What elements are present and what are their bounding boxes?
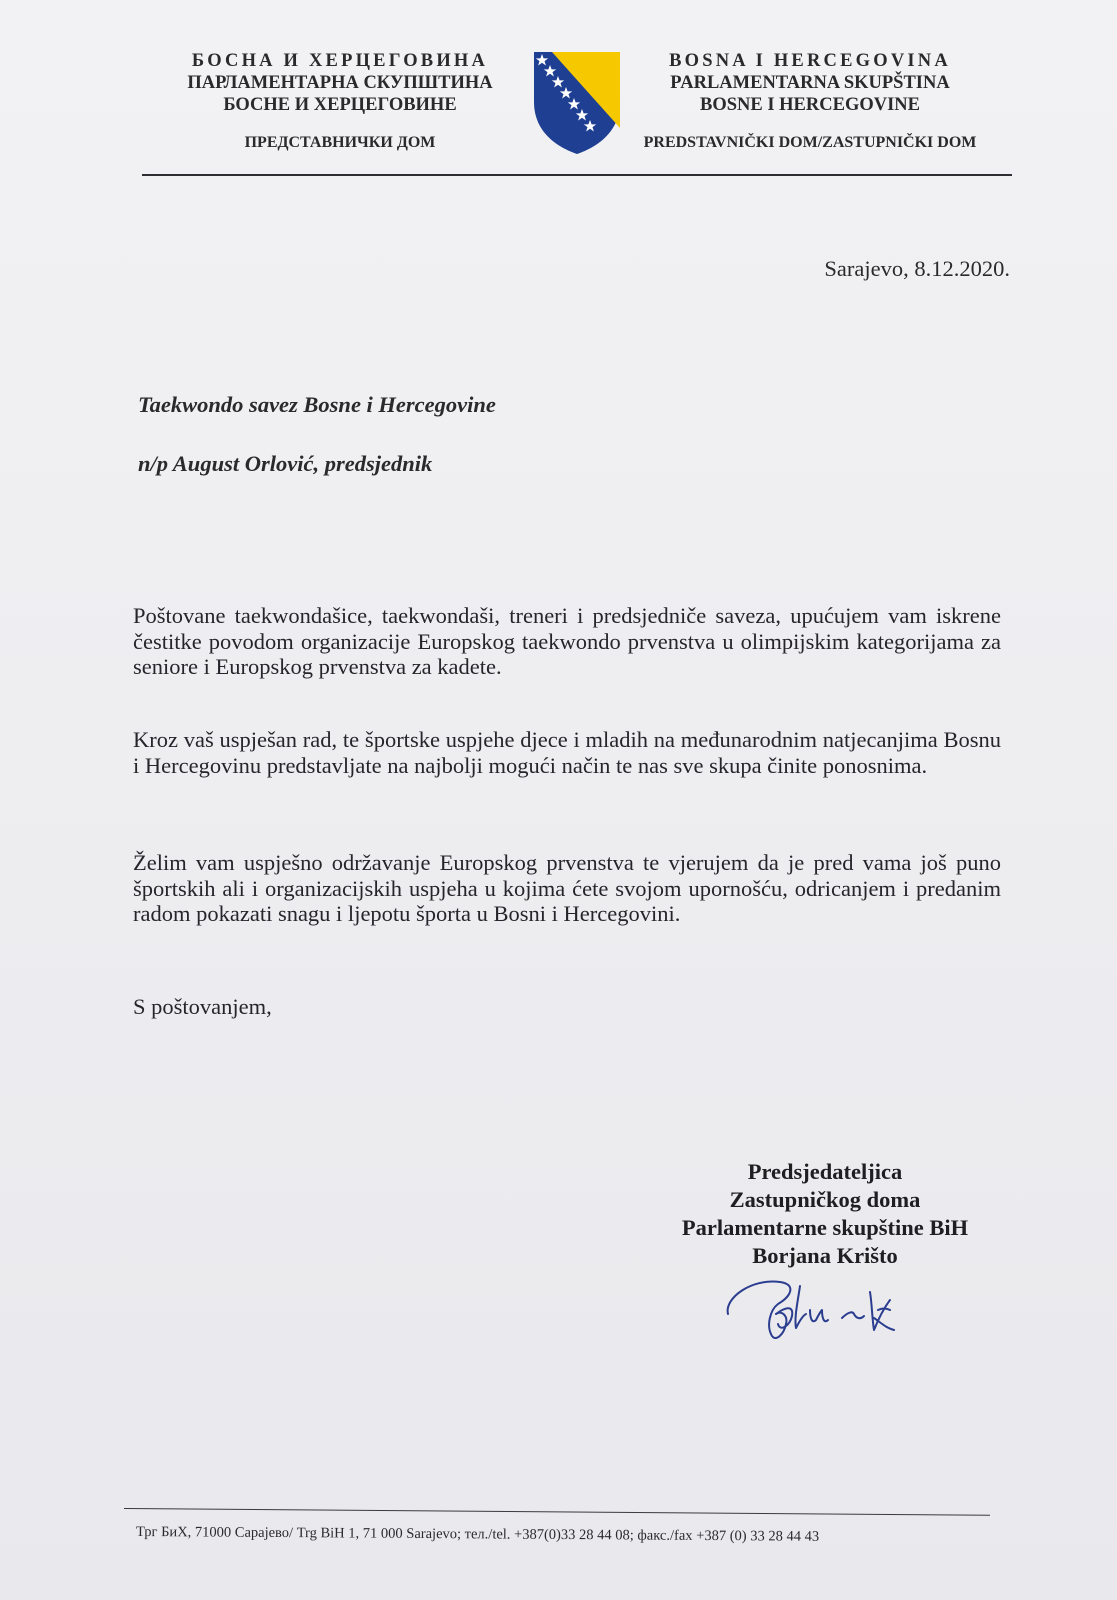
body-paragraph-3: Želim vam uspješno održavanje Europskog prvenstva te vjerujem da je pred vama još puno športskih ali i organizacijskih uspjeha u kojima ćete svojom upornošću, odricanjem i predanim radom pokazati snagu i ljepotu športa u Bosni i Hercegovini. (133, 850, 1001, 926)
signatory-name: Borjana Krišto (752, 1243, 898, 1268)
signatory-title-line-1: Predsjedateljica (747, 1159, 903, 1184)
letterhead-country: BOSNA I HERCEGOVINA (669, 51, 951, 71)
letterhead-parliament-of: BOSNE I HERCEGOVINE (700, 95, 920, 115)
letterhead-parliament: ПАРЛАМЕНТАРНА СКУПШТИНА (187, 73, 493, 93)
recipient-organization: Taekwondo savez Bosne i Hercegovine (138, 392, 496, 417)
handwritten-signature (722, 1270, 912, 1350)
closing-salutation: S poštovanjem, (133, 994, 272, 1019)
letterhead-house: PREDSTAVNIČKI DOM/ZASTUPNIČKI DOM (643, 134, 977, 151)
recipient-attention: n/p August Orlović, predsjednik (138, 451, 433, 476)
body-paragraph-1: Poštovane taekwondašice, taekwondaši, treneri i predsjedniče saveza, upućujem vam iskrene čestitke povodom organizacije Europskog taekwondo prvenstva u olimpijskim kategorijama za seniore i Europskog prvenstva za kadete. (133, 603, 1001, 679)
signatory-title-line-3: Parlamentarne skupštine BiH (681, 1215, 969, 1240)
letterhead-parliament-of: БОСНЕ И ХЕРЦЕГОВИНЕ (223, 95, 457, 115)
footer-divider (124, 1508, 990, 1516)
signatory-block (620, 1158, 1030, 1270)
letterhead-latin (610, 50, 1010, 154)
letterhead-cyrillic (150, 50, 530, 154)
letterhead-country: БОСНА И ХЕРЦЕГОВИНА (191, 51, 489, 71)
coat-of-arms-icon (532, 50, 622, 156)
signatory-title-line-2: Zastupničkog doma (729, 1187, 921, 1212)
letterhead-divider (142, 174, 1012, 176)
letter-date: Sarajevo, 8.12.2020. (824, 256, 1010, 281)
footer-contact: Трг БиХ, 71000 Сарајево/ Trg BiH 1, 71 000 Sarajevo; тел./tel. +387(0)33 28 44 08; факс./fax +387 (0) 33 28 44 43 (135, 1524, 820, 1545)
letterhead-parliament: PARLAMENTARNA SKUPŠTINA (670, 73, 950, 93)
body-paragraph-2: Kroz vaš uspješan rad, te športske uspjehe djece i mladih na međunarodnim natjecanjima Bosnu i Hercegovinu predstavljate na najbolji mogući način te nas sve skupa činite ponosnima. (133, 727, 1001, 778)
letterhead-house: ПРЕДСТАВНИЧКИ ДОМ (244, 134, 436, 151)
